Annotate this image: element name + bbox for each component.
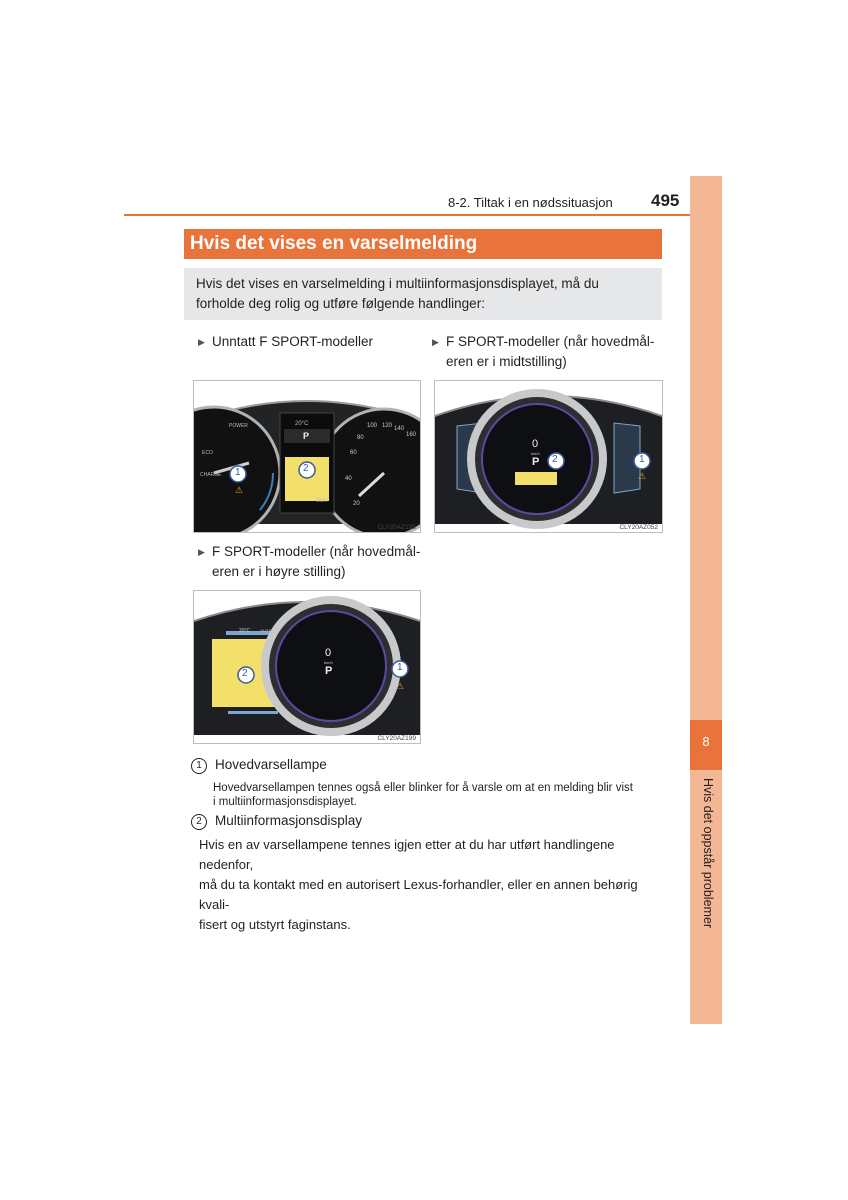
callout-1: 1 [639,454,645,465]
fsport-center-svg [435,381,662,532]
speed-tick: 100 [367,423,378,429]
speed-tick: 40 [345,476,352,482]
callout-1: 1 [397,662,403,673]
fsport-right-svg [194,591,420,743]
circled-number: 2 [191,814,207,830]
hybrid-label: ECO [202,450,213,456]
speed-unit: km/h [324,660,333,665]
item-label: Multiinformasjonsdisplay [215,813,363,828]
outside-label: OUTSIDE [260,628,278,633]
bullet-triangle-icon: ▶ [198,337,205,347]
speed-tick: 20 [353,501,360,507]
standard-cluster-svg [194,381,420,532]
cluster-illustration-fsport-center [434,380,663,533]
callout-2: 2 [552,454,558,465]
variant-label: F SPORT-modeller (når hovedmål- [212,544,421,559]
speed-unit: km/h [531,451,540,456]
odometer-readout: 0km [316,498,328,504]
svg-text:⚠: ⚠ [396,681,405,691]
svg-text:⚠: ⚠ [638,471,647,481]
item-label: Hovedvarsellampe [215,757,327,772]
speed-tick: 160 [406,432,417,438]
item-description-line: Hovedvarsellampen tennes også eller blinker for å varsle om at en melding blir vist [213,782,633,794]
circled-number: 1 [191,758,207,774]
figure-caption: CLY20AZ052 [619,524,658,531]
variant-label: F SPORT-modeller (når hovedmål- [446,334,655,349]
page-title: Hvis det vises en varselmelding [184,229,662,259]
svg-text:⚠: ⚠ [235,485,244,495]
item-heading [191,757,327,774]
item-description-line: Hvis en av varsellampene tennes igjen etter at du har utført handlingene nedenfor, [199,837,615,872]
gear-indicator: P [303,431,310,441]
item-description-line: må du ta kontakt med en autorisert Lexus-forhandler, eller en annen behørig kvali- [199,877,638,912]
figure-caption: CLY20AZ195 [377,524,416,531]
hybrid-label: POWER [229,423,248,429]
gear-indicator: P [325,665,333,677]
chapter-title: Hvis det oppstår problemer [701,778,715,929]
center-speed: 0 [532,438,539,450]
callout-2: 2 [303,463,309,474]
speed-tick: 60 [350,450,357,456]
figure-caption: CLY20AZ199 [377,735,416,742]
cluster-illustration-standard [193,380,421,533]
item-heading [191,813,362,830]
item-description-line: i multiinformasjonsdisplayet. [213,796,357,808]
callout-1: 1 [235,467,241,478]
intro-box: Hvis det vises en varselmelding i multiinformasjonsdisplayet, må du forholde deg rolig og utføre følgende handlinger: [184,268,662,320]
bullet-triangle-icon: ▶ [432,337,439,347]
temperature-readout: 20°C [295,421,309,427]
bullet-triangle-icon: ▶ [198,547,205,557]
variant-bullet [198,332,418,352]
center-speed: 0 [325,647,332,659]
variant-label-cont: eren er i midtstilling) [446,354,567,369]
gear-indicator: P [532,456,540,468]
section-title: 8-2. Tiltak i en nødssituasjon [448,195,613,210]
variant-label-cont: eren er i høyre stilling) [212,564,346,579]
temperature-readout: 20°C [239,628,251,634]
speed-tick: 140 [394,426,405,432]
hybrid-label: CHARGE [200,472,222,478]
chapter-tab-number: 8 [690,720,722,770]
header-rule [124,214,690,216]
cluster-illustration-fsport-right [193,590,421,744]
speed-tick: 80 [357,435,364,441]
variant-bullet [198,542,430,581]
page-number: 495 [651,191,680,210]
variant-label: Unntatt F SPORT-modeller [212,334,374,349]
speed-tick: 120 [382,423,393,429]
variant-bullet [432,332,664,371]
callout-2: 2 [242,668,248,679]
item-description [213,781,673,809]
item-description [199,835,669,935]
item-description-line: fisert og utstyrt faginstans. [199,917,351,932]
